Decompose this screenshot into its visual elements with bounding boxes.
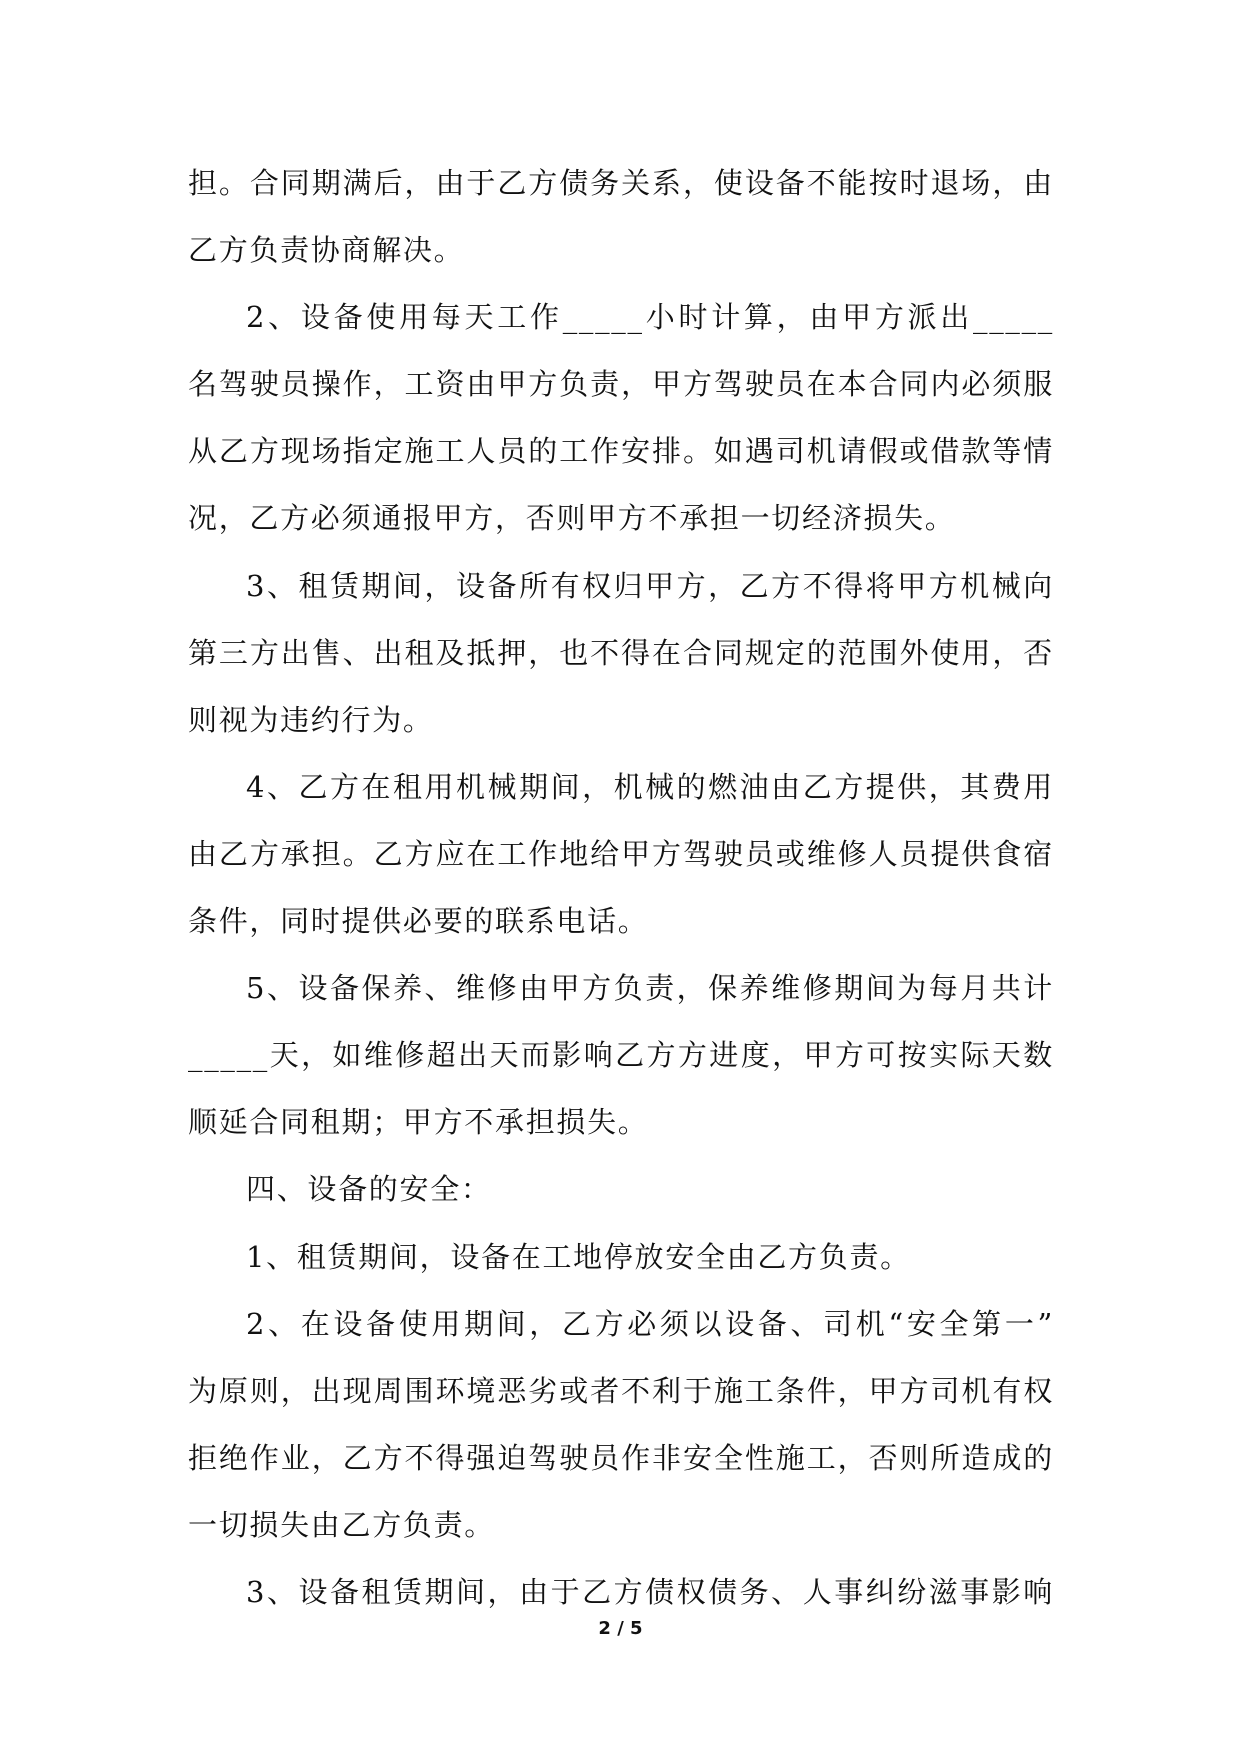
text-line: 3、租赁期间，设备所有权归甲方，乙方不得将甲方机械向 <box>246 568 1054 603</box>
text-line: 一切损失由乙方负责。 <box>188 1507 496 1542</box>
page-number: 2 / 5 <box>598 1618 643 1639</box>
section-heading: 四、设备的安全： <box>246 1172 492 1207</box>
document-body <box>188 150 1054 1626</box>
text-line: 条件，同时提供必要的联系电话。 <box>188 904 649 939</box>
text-line: 由乙方承担。乙方应在工作地给甲方驾驶员或维修人员提供食宿 <box>188 836 1054 871</box>
text-line: _____天，如维修超出天而影响乙方方进度，甲方可按实际天数 <box>188 1038 1054 1073</box>
text-line: 2、设备使用每天工作_____小时计算，由甲方派出_____ <box>246 300 1054 335</box>
text-line: 2、在设备使用期间，乙方必须以设备、司机“安全第一” <box>246 1306 1054 1341</box>
text-line: 为原则，出现周围环境恶劣或者不利于施工条件，甲方司机有权 <box>188 1373 1054 1408</box>
text-line: 况，乙方必须通报甲方，否则甲方不承担一切经济损失。 <box>188 501 956 536</box>
text-line: 从乙方现场指定施工人员的工作安排。如遇司机请假或借款等情 <box>188 434 1054 469</box>
text-line: 顺延合同租期；甲方不承担损失。 <box>188 1105 649 1140</box>
text-line: 3、设备租赁期间，由于乙方债权债务、人事纠纷滋事影响 <box>246 1574 1054 1609</box>
text-line: 则视为违约行为。 <box>188 702 434 737</box>
text-line: 担。合同期满后，由于乙方债务关系，使设备不能按时退场，由 <box>188 166 1054 200</box>
text-line: 1、租赁期间，设备在工地停放安全由乙方负责。 <box>246 1239 911 1274</box>
text-line: 第三方出售、出租及抵押，也不得在合同规定的范围外使用，否 <box>188 635 1054 670</box>
text-line: 名驾驶员操作，工资由甲方负责，甲方驾驶员在本合同内必须服 <box>188 367 1054 402</box>
text-line: 4、乙方在租用机械期间，机械的燃油由乙方提供，其费用 <box>246 769 1054 804</box>
text-line: 乙方负责协商解决。 <box>188 233 465 268</box>
text-line: 拒绝作业，乙方不得强迫驾驶员作非安全性施工，否则所造成的 <box>188 1440 1054 1475</box>
text-line: 5、设备保养、维修由甲方负责，保养维修期间为每月共计 <box>246 971 1054 1006</box>
